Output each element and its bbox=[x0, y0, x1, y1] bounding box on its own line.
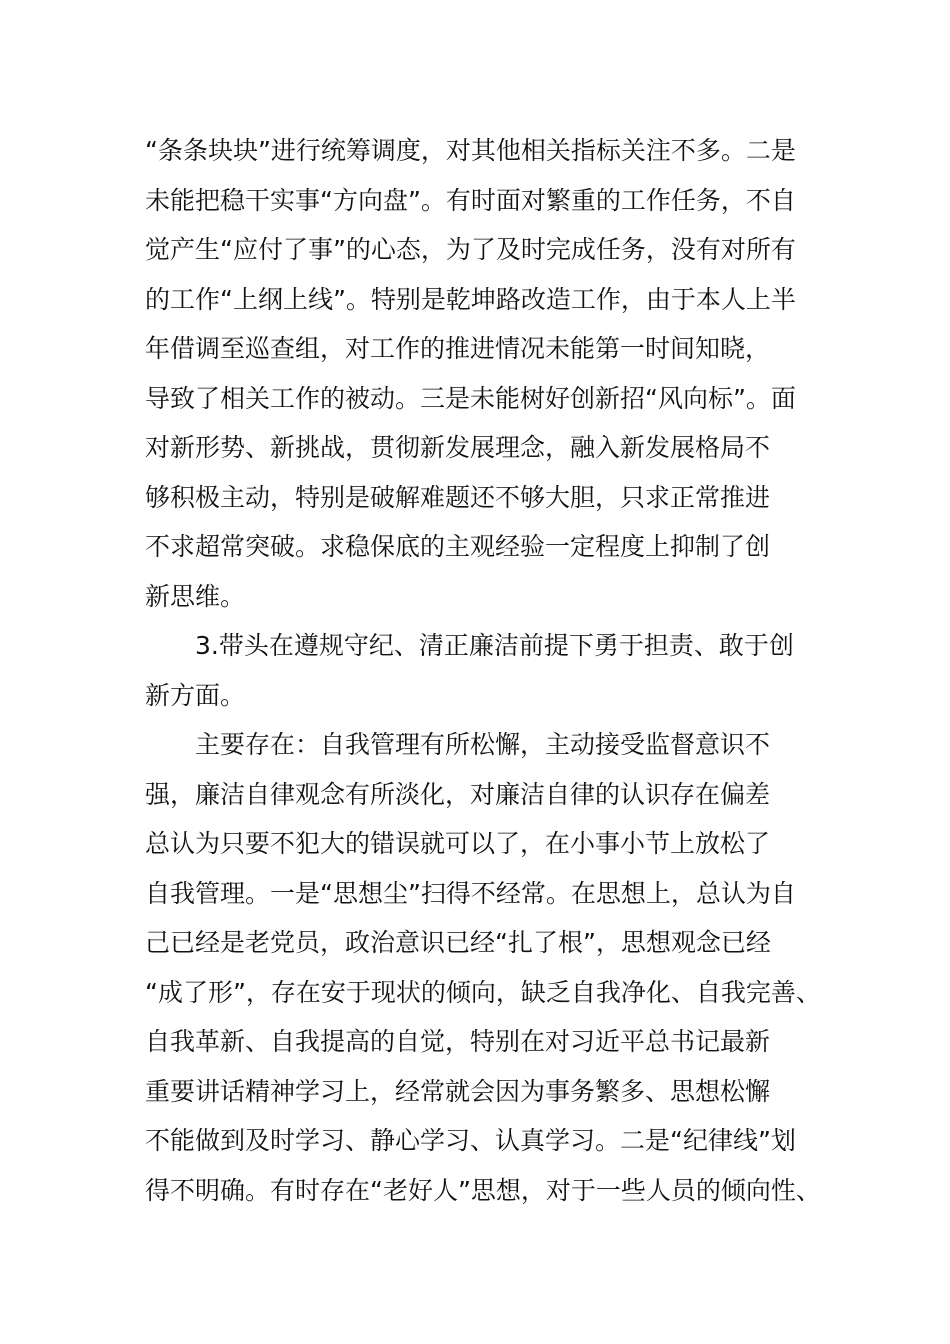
text-line: 不求超常突破。求稳保底的主观经验一定程度上抑制了创 bbox=[145, 532, 771, 561]
text-line: 重要讲话精神学习上，经常就会因为事务繁多、思想松懈 bbox=[145, 1076, 771, 1106]
text-line: “成了形”，存在安于现状的倾向，缺乏自我净化、自我完善、 bbox=[145, 977, 821, 1007]
text-line: 导致了相关工作的被动。三是未能树好创新招“风向标”。面 bbox=[145, 383, 796, 413]
text-line: 不能做到及时学习、静心学习、认真学习。二是“纪律线”划 bbox=[145, 1126, 796, 1155]
text-line: 对新形势、新挑战，贯彻新发展理念，融入新发展格局不 bbox=[145, 433, 771, 462]
text-line: 总认为只要不犯大的错误就可以了，在小事小节上放松了 bbox=[145, 829, 771, 858]
section-heading: 3.带头在遵规守纪、清正廉洁前提下勇于担责、敢于创 bbox=[195, 631, 794, 660]
text-line: 新方面。 bbox=[145, 680, 246, 710]
text-line: 未能把稳干实事“方向盘”。有时面对繁重的工作任务，不自 bbox=[145, 185, 796, 215]
text-line: 够积极主动，特别是破解难题还不够大胆，只求正常推进 bbox=[145, 482, 771, 512]
text-line: 自我革新、自我提高的自觉，特别在对习近平总书记最新 bbox=[145, 1027, 771, 1056]
text-line: 觉产生“应付了事”的心态，为了及时完成任务，没有对所有 bbox=[145, 235, 796, 264]
paragraph-start: 主要存在：自我管理有所松懈，主动接受监督意识不 bbox=[195, 730, 771, 759]
text-line: 年借调至巡查组，对工作的推进情况未能第一时间知晓， bbox=[145, 334, 771, 363]
text-line: 强，廉洁自律观念有所淡化，对廉洁自律的认识存在偏差 bbox=[145, 779, 771, 809]
text-line: 的工作“上纲上线”。特别是乾坤路改造工作，由于本人上半 bbox=[145, 284, 796, 314]
text-line: 得不明确。有时存在“老好人”思想，对于一些人员的倾向性、 bbox=[145, 1175, 821, 1205]
text-line: 新思维。 bbox=[145, 581, 246, 611]
text-line: 自我管理。一是“思想尘”扫得不经常。在思想上，总认为自 bbox=[145, 878, 796, 908]
text-line: “条条块块”进行统筹调度，对其他相关指标关注不多。二是 bbox=[145, 136, 796, 165]
body-text bbox=[145, 126, 845, 1215]
text-line: 己已经是老党员，政治意识已经“扎了根”，思想观念已经 bbox=[145, 928, 771, 957]
